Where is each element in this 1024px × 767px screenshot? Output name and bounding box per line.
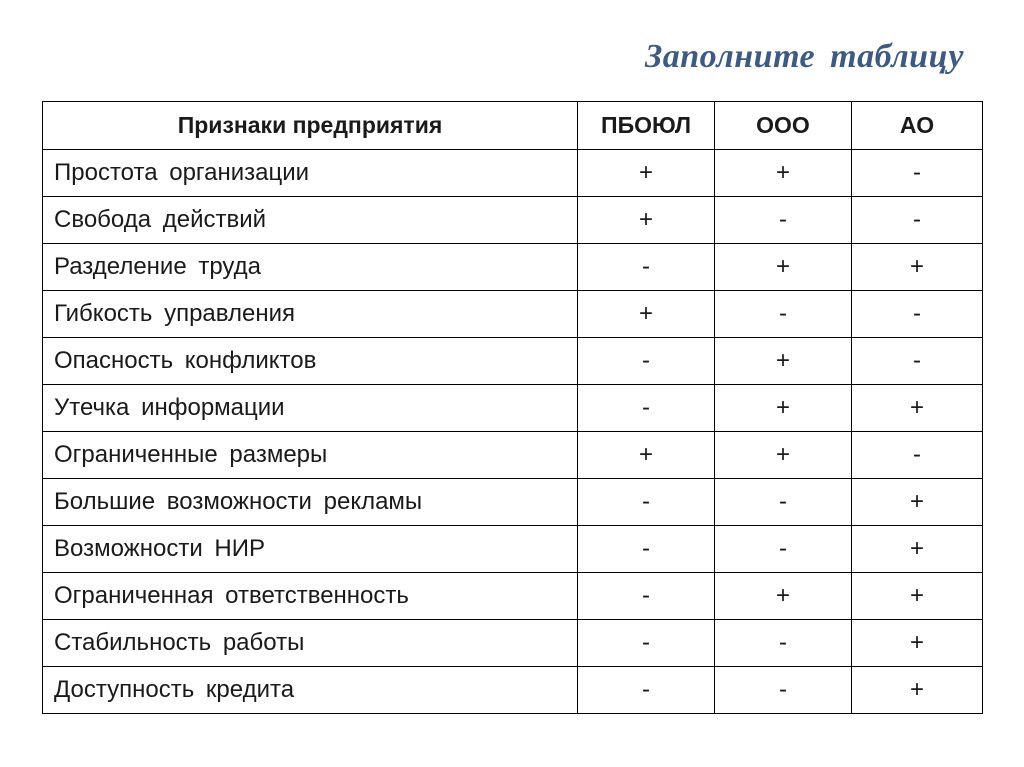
feature-cell: Свобода действий [43,197,578,244]
pb-cell: + [578,291,715,338]
pb-cell: - [578,244,715,291]
ao-cell: + [852,620,983,667]
pb-cell: - [578,479,715,526]
table-row [43,667,983,714]
ooo-cell: + [715,432,852,479]
pb-cell: - [578,620,715,667]
table-row [43,385,983,432]
feature-cell: Ограниченная ответственность [43,573,578,620]
table-row [43,573,983,620]
pb-cell: + [578,197,715,244]
ooo-cell: + [715,338,852,385]
slide-title: Заполните таблицу [644,38,964,75]
feature-cell: Ограниченные размеры [43,432,578,479]
pb-cell: + [578,432,715,479]
table-header [43,102,983,150]
table-row [43,620,983,667]
ooo-cell: - [715,620,852,667]
ao-cell: - [852,150,983,197]
ooo-cell: + [715,385,852,432]
ao-cell: + [852,526,983,573]
table-row [43,526,983,573]
ao-cell: + [852,244,983,291]
ao-cell: + [852,385,983,432]
ao-cell: + [852,667,983,714]
ao-cell: - [852,291,983,338]
ao-cell: + [852,479,983,526]
table-row [43,338,983,385]
ooo-cell: - [715,667,852,714]
table-row [43,150,983,197]
table-row [43,432,983,479]
table-row [43,197,983,244]
header-pb: ПБОЮЛ [578,102,715,150]
feature-cell: Доступность кредита [43,667,578,714]
table-row [43,291,983,338]
feature-cell: Простота организации [43,150,578,197]
feature-cell: Гибкость управления [43,291,578,338]
pb-cell: - [578,667,715,714]
header-feature: Признаки предприятия [43,102,578,150]
ao-cell: - [852,197,983,244]
header-row [43,102,983,150]
header-ooo: ООО [715,102,852,150]
feature-cell: Разделение труда [43,244,578,291]
pb-cell: - [578,573,715,620]
ooo-cell: - [715,526,852,573]
features-table [42,101,983,714]
ooo-cell: - [715,479,852,526]
feature-cell: Утечка информации [43,385,578,432]
table-row [43,244,983,291]
ooo-cell: + [715,573,852,620]
pb-cell: + [578,150,715,197]
table-row [43,479,983,526]
ao-cell: - [852,432,983,479]
ao-cell: + [852,573,983,620]
table-body [43,150,983,714]
ooo-cell: - [715,291,852,338]
feature-cell: Опасность конфликтов [43,338,578,385]
pb-cell: - [578,526,715,573]
pb-cell: - [578,385,715,432]
ao-cell: - [852,338,983,385]
header-ao: АО [852,102,983,150]
feature-cell: Большие возможности рекламы [43,479,578,526]
ooo-cell: + [715,244,852,291]
feature-cell: Стабильность работы [43,620,578,667]
ooo-cell: - [715,197,852,244]
pb-cell: - [578,338,715,385]
ooo-cell: + [715,150,852,197]
feature-cell: Возможности НИР [43,526,578,573]
